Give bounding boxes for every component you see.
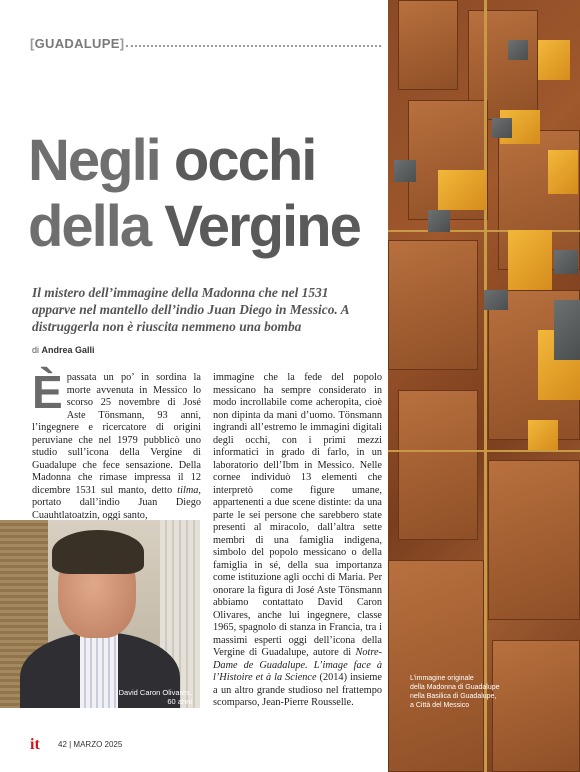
portrait-caption: David Caron Olivares, 60 anni [118, 688, 192, 706]
basilica-photo-caption: L’immagine originale della Madonna di Guadalupe nella Basilica di Guadalupe, a Città del Messico [410, 675, 500, 709]
portrait-photo [0, 520, 200, 708]
section-label: GUADALUPE [34, 36, 120, 51]
page-folio: 42 | MARZO 2025 [58, 740, 123, 749]
basilica-photo [388, 0, 580, 772]
magazine-logo: it [30, 736, 40, 753]
drop-cap: È [32, 366, 63, 418]
section-tag: [GUADALUPE] [30, 36, 125, 51]
body-column-2: immagine che la fede del popolo messicano ha sempre considerato in modo incrollabile come acheropita, cioè non dipinta da mani d’uomo. Tönsmann ingrandì all’estremo le immagini digitali degli occhi, con i primi mezzi informatici in grado di farlo, in un laboratorio dell’Ibm in Messico. Nelle cornee individuò 13 elementi che interpretò come figure umane, appartenenti a due scene distinte: da una parte le sei persone che sarebbero state presenti al miracolo, dall’altra sette membri di una famiglia indigena, simbolo del popolo messicano o della famiglia in sé, della sua importanza come istituzione agli occhi di Maria. Per onorare la figura di José Aste Tönsmann abbiamo contattato David Caron Olivares, anche lui ingegnere, classe 1965, spagnolo di stanza in Francia, tra i massimi esperti oggi dell’icona della Vergine di Guadalupe, autore di Notre-Dame de Guadalupe. L’image face à l’Histoire et à la Science (2014) insieme a un altro grande studioso nel frattempo scomparso, Jean-Pierre Rousselle. [213, 372, 382, 708]
article-headline: Negli occhi della Vergine [28, 128, 360, 259]
body-column-1: È passata un po’ in sordina la morte avvenuta in Messico lo scorso 25 novembre di José Aste Tönsmann, 93 anni, l’ingegnere e ricercatore di origini peruviane che nel 1979 pubblicò uno studio sull’icona della Vergine di Guadalupe che fece sensazione. Della Madonna che rimase impressa il 12 dicembre 1531 sul manto, detto tilma, portato dall’indio Juan Diego Cuauhtlatoatzin, oggi santo, [32, 366, 201, 521]
byline: di Andrea Galli [32, 345, 95, 355]
section-dotted-rule [126, 45, 381, 47]
author-name: Andrea Galli [41, 345, 95, 355]
article-subhead: Il mistero dell’immagine della Madonna che nel 1531 apparve nel mantello dell’indio Juan Diego in Messico. A distruggerla non è riuscita nemmeno una bomba [32, 285, 349, 334]
